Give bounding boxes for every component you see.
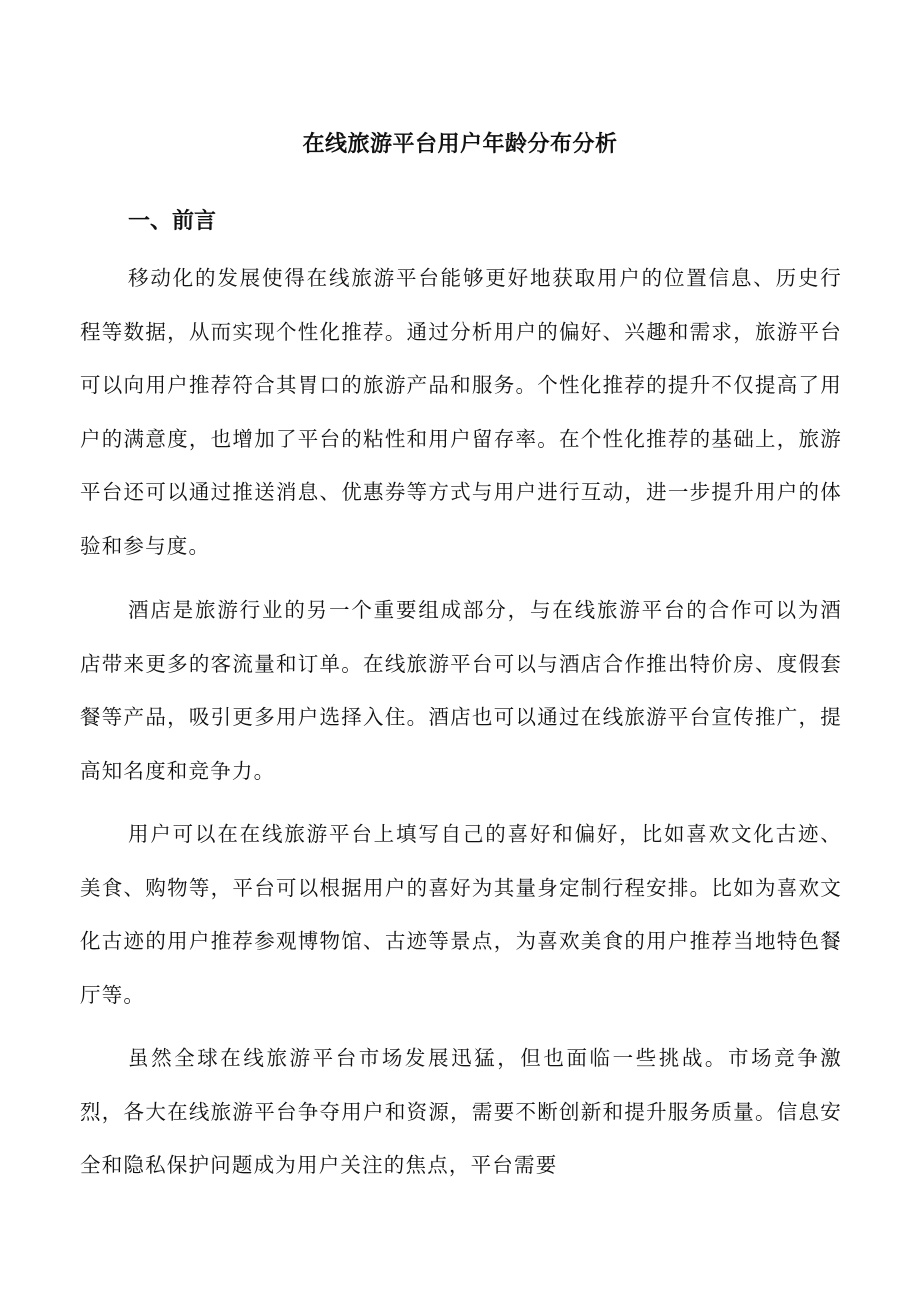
paragraph: 酒店是旅游行业的另一个重要组成部分，与在线旅游平台的合作可以为酒店带来更多的客流量和订单。在线旅游平台可以与酒店合作推出特价房、度假套餐等产品，吸引更多用户选择入住。酒店也可以通过在线旅游平台宣传推广，提高知名度和竞争力。 <box>80 598 842 783</box>
paragraph: 移动化的发展使得在线旅游平台能够更好地获取用户的位置信息、历史行程等数据，从而实现个性化推荐。通过分析用户的偏好、兴趣和需求，旅游平台可以向用户推荐符合其胃口的旅游产品和服务。个性化推荐的提升不仅提高了用户的满意度，也增加了平台的粘性和用户留存率。在个性化推荐的基础上，旅游平台还可以通过推送消息、优惠券等方式与用户进行互动，进一步提升用户的体验和参与度。 <box>80 266 842 558</box>
document-title: 在线旅游平台用户年龄分布分析 <box>302 132 618 157</box>
paragraph: 用户可以在在线旅游平台上填写自己的喜好和偏好，比如喜欢文化古迹、美食、购物等，平台可以根据用户的喜好为其量身定制行程安排。比如为喜欢文化古迹的用户推荐参观博物馆、古迹等景点，为喜欢美食的用户推荐当地特色餐厅等。 <box>80 822 842 1007</box>
section-heading: 一、前言 <box>128 209 217 234</box>
paragraph: 虽然全球在线旅游平台市场发展迅猛，但也面临一些挑战。市场竞争激烈，各大在线旅游平台争夺用户和资源，需要不断创新和提升服务质量。信息安全和隐私保护问题成为用户关注的焦点，平台需要 <box>80 1046 842 1177</box>
